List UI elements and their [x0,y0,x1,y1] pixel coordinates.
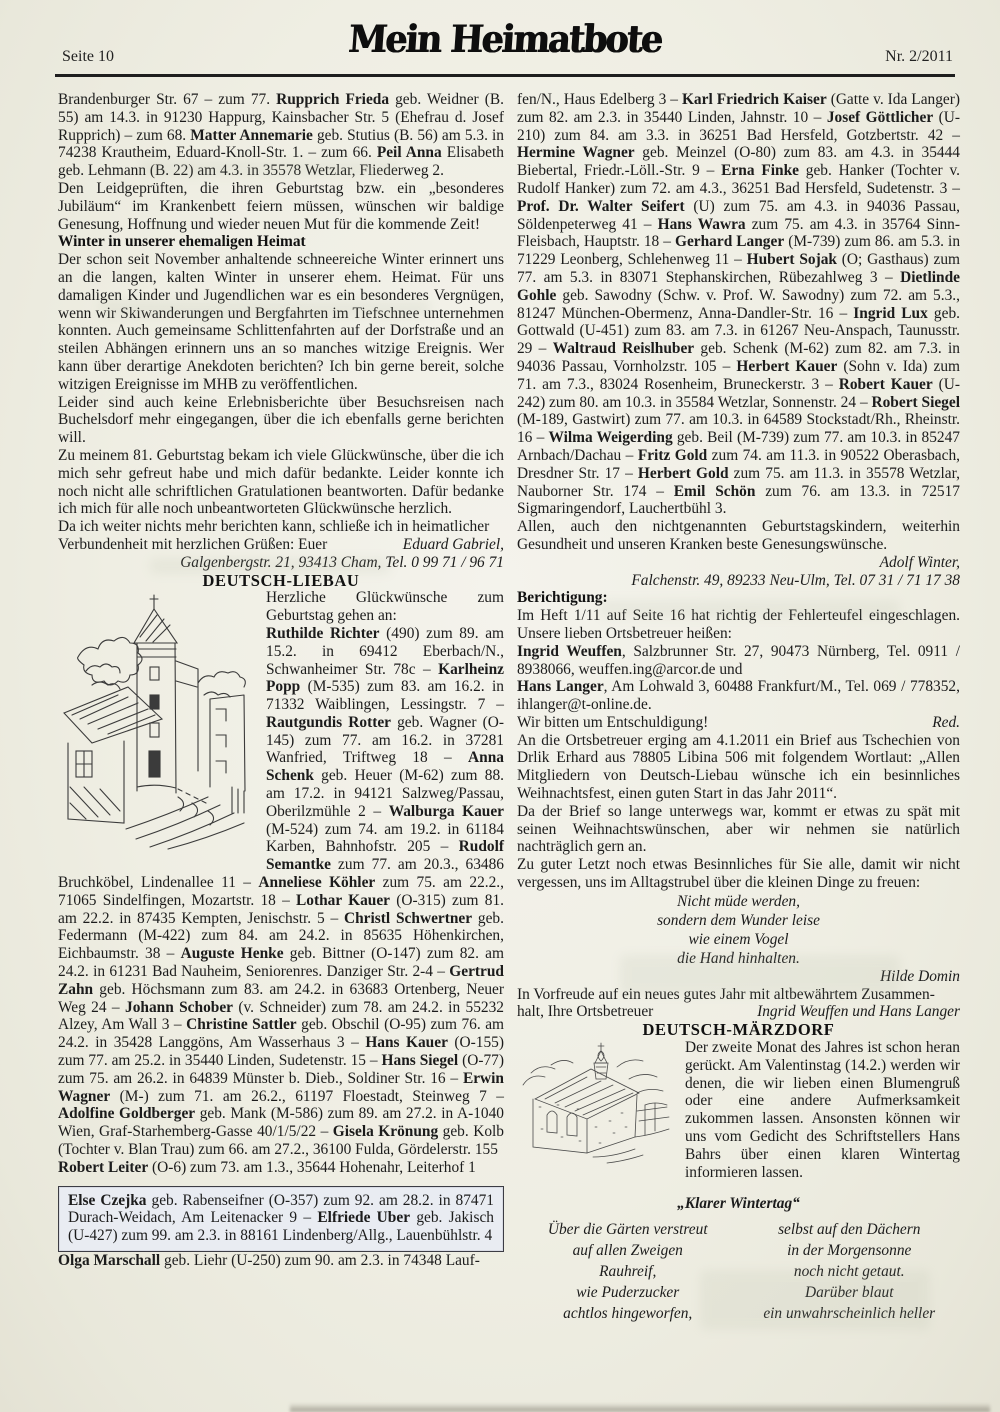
adolf-winter-signature: Adolf Winter, [879,553,960,571]
all-birthday-wishes-paragraph: Allen, auch den nichtgenannten Geburtstagskindern, weiterhin Gesundheit und unseren Kranken beste Genesungswünsche. [516,518,960,553]
birthday-thanks-paragraph: Zu meinem 81. Geburtstag bekam ich viele Glückwünsche, über die ich mich sehr gefreut habe und mich dafür bedankte. Leider konnte ich noch nicht alle schriftlichen Gratulationen beantworten. Dafür bedanke ich mich für alle noch unbeantworteten Glückwünsche herzlich. [58,446,504,518]
page-number-label: Seite 10 [62,48,114,65]
birthday-list-continued: Brandenburger Str. 67 – zum 77. Rupprich Frieda geb. Weidner (B. 55) am 14.3. in 91230 Happurg, Kainsbacher Str. 5 (Ehefrau d. Josef Rupprich) – zum 68. Matter Annemarie geb. Stutius (B. 56) am 5.3. in 74238 Krautheim, Eduard-Knoll-Str. 1. – zum 66. Peil Anna Elisabeth geb. Lehmann (B. 22) am 4.3. in 35578 Wetzlar, Fliederweg 2. [58,91,504,180]
ortsbetreuer-signature-row [517,1003,960,1021]
maerzdorf-church-illustration [517,1041,675,1174]
chapel-sketch [517,1041,675,1169]
liebau-birthday-list: Ruthilde Richter (490) zum 89. am 15.2. in 69412 Eberbach/N., Schwanheimer Str. 78c – Karlheinz Popp (M-535) zum 83. am 16.2. in 71332 Waiblingen, Lessingstr. 7 – Rautgundis Rotter geb. Wagner (O-145) zum 77. am 16.2. in 37281 Wanfried, Triftweg 18 – Anna Schenk geb. Heuer (M-62) zum 88. am 17.2. in 94121 Salzweg/Passau, Oberilzmühle 2 – Walburga Kauer (M-524) zum 74. am 19.2. in 61184 Karben, Bahnhofstr. 205 – Rudolf Semantke zum 77. am 20.3., 63486 Bruchköbel, Lindenallee 11 – Anneliese Köhler zum 75. am 22.2., 71065 Sindelfingen, Mozartstr. 18 – Lothar Kauer (O-315) zum 81. am 22.2. in 87435 Kempten, Jenischstr. 5 – Christl Schwertner geb. Federmann (M-422) zum 84. am 24.2. in 85635 Höhenkirchen, Eichbaumstr. 38 – Auguste Henke geb. Bittner (O-147) zum 82. am 24.2. in 61231 Bad Nauheim, Seniorenres. Danziger Str. 2-4 – Gertrud Zahn geb. Höchsmann zum 83. am 24.2. in 63683 Ortenberg, Neuer Weg 24 – Johann Schober (v. Schneider) zum 78. am 24.2. in 55232 Alzey, Am Wall 3 – Christine Sattler geb. Obschil (O-95) zum 76. am 24.2. in 35428 Langgöns, Am Wasserhaus 3 – Hans Kauer (O-155) zum 77. am 25.2. in 35440 Linden, Sudetenstr. 15 – Hans Siegel (O-77) zum 75. am 26.2. in 64839 Münster b. Dieb., Soldiner Str. 16 – Erwin Wagner (M-) zum 71. am 26.2., 61197 Floestadt, Steinweg 7 – Adolfine Goldberger geb. Mank (M-586) zum 89. am 27.2. in A-1040 Wien, Graf-Starhemberg-Gasse 40/1/5/22 – Gisela Krönung geb. Kolb (Tochter v. Blan Trau) zum 66. am 27.2., 36100 Fulda, Gördelerstr. 155 [58,624,505,1159]
redaktion-label: Red. [932,713,960,731]
liebau-intro: Herzliche Glückwünsche zum Geburtstag gehen an: [266,589,504,625]
deutsch-maerzdorf-heading: DEUTSCH-MÄRZDORF [642,1020,835,1040]
contact-hans-langer: Hans Langer, Am Lohwald 3, 60488 Frankfurt/M., Tel. 069 / 778352, ihlanger@t-online.de. [516,678,960,714]
birthday-list-continuation: fen/N., Haus Edelberg 3 – Karl Friedrich Kaiser (Gatte v. Ida Langer) zum 82. am 2.3. in 35440 Linden, Jahnstr. 10 – Josef Göttlicher (U-210) zum 84. am 3.3. in 36251 Bad Hersfeld, Gotzbertstr. 42 – Hermine Wagner geb. Meinzel (O-80) zum 83. am 4.3. in 35444 Biebertal, Friedr.-Löll.-Str. 9 – Erna Finke geb. Hanker (Tochter v. Rudolf Hanker) zum 72. am 4.3., 36251 Bad Hersfeld, Sudetenstr. 3 – Prof. Dr. Walter Seifert (U) zum 75. am 4.3. in 94036 Passau, Söldenpeterweg 41 – Hans Wawra zum 75. am 4.3. in 35764 Sinn-Fleisbach, Hauptstr. 18 – Gerhard Langer (M-739) zum 86. am 5.3. in 71229 Leonberg, Schlehenweg 11 – Hubert Sojak (O; Gasthaus) zum 77. am 5.3. in 83071 Stephanskirchen, Rübezahlweg 3 – Dietlinde Gohle geb. Sawodny (Schw. v. Prof. W. Sawodny) zum 72. am 5.3., 81247 München-Obermenz, Anna-Dandler-Str. 16 – Ingrid Lux geb. Gottwald (U-451) zum 83. am 7.3. in 61267 Neu-Anspach, Taunusstr. 29 – Waltraud Reislhuber geb. Schenk (M-62) zum 82. am 7.3. in 94036 Passau, Vornholzstr. 105 – Herbert Kauer (Sohn v. Ida) zum 71. am 7.3., 83024 Rosenheim, Bruneckerstr. 3 – Robert Kauer (U-242) zum 80. am 10.3. in 35584 Wetzlar, Sonnenstr. 24 – Robert Siegel (M-189, Gastwirt) zum 77. am 10.3. in 64589 Stockstadt/Rh., Rheinstr. 16 – Wilma Weigerding geb. Beil (M-739) zum 77. am 10.3. in 85247 Arnbach/Dachau – Fritz Gold zum 74. am 11.3. in 90522 Oberasbach, Dresdner Str. 17 – Herbert Gold zum 75. am 11.3. in 35578 Wetzlar, Nauborner Str. 174 – Emil Schön zum 76. am 13.3. in 72517 Sigmaringendorf, Lauchertbühl 3. [516,91,961,518]
scan-shadow [290,1403,990,1412]
contemplative-intro-paragraph: Zu guter Letzt noch etwas Besinnliches für Sie alle, damit wir nicht vergessen, uns im Alltagstrubel über die kleinen Dinge zu freuen: [516,856,960,892]
right-column [517,91,960,1324]
closing-text: Verbundenheit mit herzlichen Grüßen: Euer [58,535,328,553]
travel-reports-paragraph: Leider sind auch keine Erlebnisberichte über Besuchsreisen nach Buchelsdorf mehr eingegangen, über die ich ebenfalls gerne berichten will. [58,393,504,447]
poem-author: Hilde Domin [880,967,960,985]
adolf-winter-address: Falchenstr. 49, 89233 Neu-Ulm, Tel. 07 31 / 71 17 38 [631,571,960,589]
page-header [0,0,1000,77]
maerzdorf-text: Der zweite Monat des Jahres ist schon heran gerückt. Am Valentinstag (14.2.) werden wir denen, die wir lieben einen Blumengruß oder eine andere Aufmerksamkeit zukommen lassen. Ansonsten können wir uns vom Gedicht des Schriftstellers Hans Bahrs über einen klaren Wintertag informieren lassen. [684,1039,960,1181]
winter-poem-right-stanza: selbst auf den Dächern in der Morgensonne noch nicht getaut. Darüber blaut ein unwahrscheinlich heller [763,1221,936,1323]
author-address: Galgenbergstr. 21, 93413 Cham, Tel. 0 99 71 / 96 71 [180,553,504,571]
winter-poem-left-stanza: Über die Gärten verstreut auf allen Zweigen Rauhreif, wie Puderzucker achtlos hingeworfen, [547,1221,708,1323]
apology-text: Wir bitten um Entschuldigung! [516,713,709,731]
winter-poem [517,1219,960,1324]
highlight-box: Else Czejka geb. Rabenseifner (O-357) zum 92. am 28.2. in 87471 Durach-Weidach, Am Leitenacker 9 – Elfriede Uber geb. Jakisch (U-427) zum 99. am 2.3. in 88161 Lindenberg/Allg., Lauenbühlstr. 4 [58,1186,504,1252]
winter-section-heading: Winter in unserer ehemaligen Heimat [58,233,306,251]
liebau-church-illustration [58,591,256,858]
left-column [58,91,504,1324]
winter-poem-title: „Klarer Wintertag“ [677,1195,800,1213]
header-rule [55,0,955,77]
author-signature: Eduard Gabriel, [402,535,504,553]
issue-number-label: Nr. 2/2011 [885,48,953,65]
apology-row [517,714,960,732]
deutsch-liebau-heading: DEUTSCH-LIEBAU [202,570,360,590]
correction-heading: Berichtigung: [516,589,608,607]
get-well-paragraph: Den Leidgeprüften, die ihren Geburtstag bzw. ein „besonderes Jubiläum“ im Krankenbett feiern müssen, wünschen wir baldige Genesung, Hoffnung und wieder neuen Mut für die kommende Zeit! [58,179,504,233]
new-year-line: In Vorfreude auf ein neues gutes Jahr mit altbewährtem Zusammen- [516,985,935,1003]
late-letter-paragraph: Da der Brief so lange unterwegs war, kommt er etwas zu spät mit seinen Weihnachtswünschen, aber wir nehmen sie natürlich nachträglich gern an. [516,802,960,856]
ortsbetreuer-text: halt, Ihre Ortsbetreuer [516,1003,654,1021]
winter-memories-paragraph: Der schon seit November anhaltende schneereiche Winter erinnert uns an die langen, kalten Winter in unserer ehem. Heimat. Für uns damaligen Kinder und Jugendlichen war es ein besonderes Vergnügen, wenn wir Skiwanderungen und Bergfahrten im Tiefschnee unternehmen konnten. Auch gemeinsame Schlittenfahrten auf der Dorfstraße und an steilen Abhängen erinnern uns an so manches witzige Ereignis. Wer kann über derartige Anekdoten berichten? Ich bin gerne bereit, solche witzigen Ereignisse im MHB zu veröffentlichen. [58,251,504,393]
masthead-text: Mein Heimatbote [347,17,663,62]
contact-ingrid-weuffen: Ingrid Weuffen, Salzbrunner Str. 27, 90473 Nürnberg, Tel. 0911 / 8938066, weuffen.ing@arcor.de und [516,642,960,678]
olga-marschall-line: Olga Marschall geb. Liehr (U-250) zum 90. am 2.3. in 74348 Lauf- [58,1252,480,1269]
domin-poem: Nicht müde werden, sondern dem Wunder leise wie einem Vogel die Hand hinhalten. [657,892,820,967]
closing-signature-row [58,536,504,554]
two-column-body [0,77,1000,1324]
deutsch-liebau-section [58,589,504,1159]
correction-text: Im Heft 1/11 auf Seite 16 hat richtig der Fehlerteufel eingeschlagen. Unsere lieben Ortsbetreuer heißen: [516,607,960,642]
masthead-title [54,17,957,62]
village-street-sketch [58,591,256,853]
letter-from-czechia-paragraph: An die Ortsbetreuer erging am 4.1.2011 ein Brief aus Tschechien von Drlik Erhard aus 78805 Libina 506 mit folgendem Wortlaut: „Allen Mitgliedern von Deutsch-Liebau wünsche ich ein besinnliches Weihnachtsfest, einen guten Start in das Jahr 2011“. [516,731,960,803]
closing-line: Da ich weiter nichts mehr berichten kann, schließe ich in heimatlicher [58,518,490,536]
deutsch-maerzdorf-section [517,1039,960,1181]
ortsbetreuer-names: Ingrid Weuffen und Hans Langer [757,1003,960,1021]
robert-leiter-line: Robert Leiter (O-6) zum 73. am 1.3., 35644 Hohenahr, Leiterhof 1 [58,1158,476,1176]
